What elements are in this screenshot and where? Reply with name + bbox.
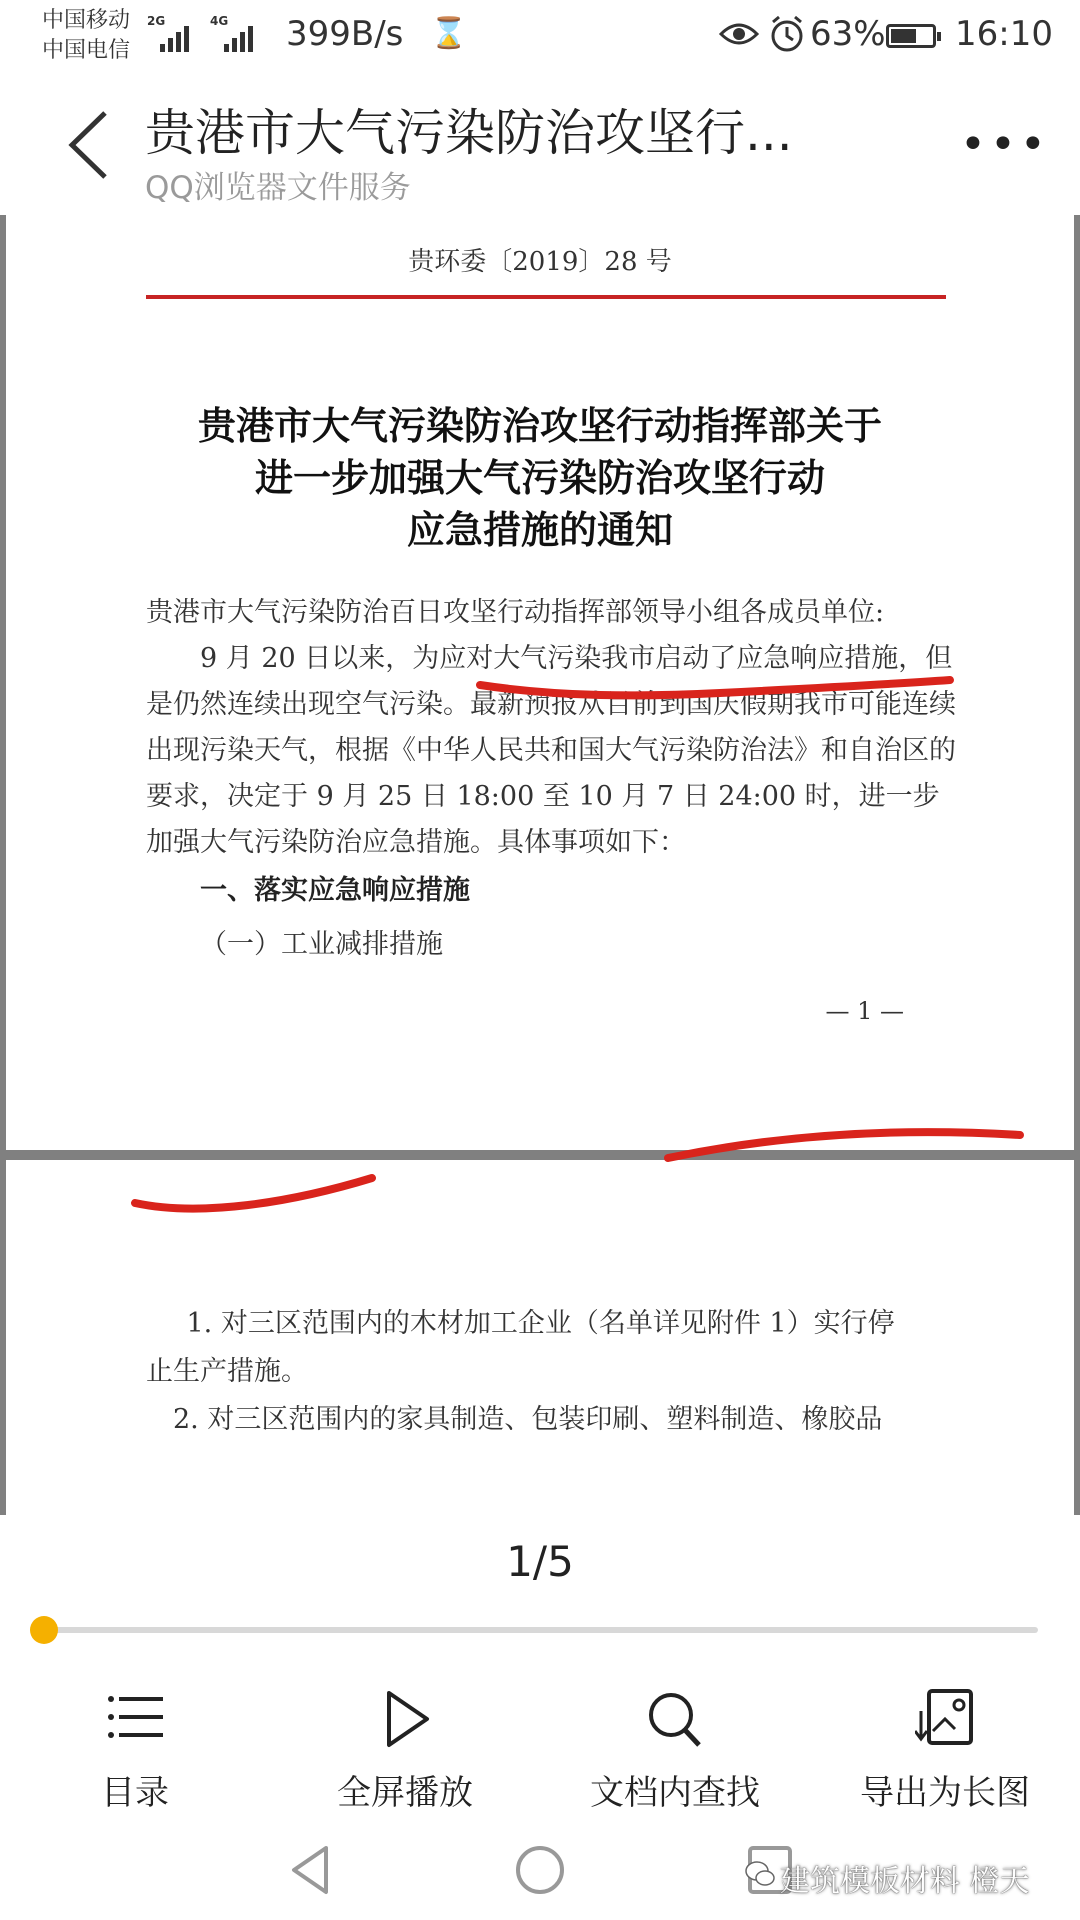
home-circle-icon[interactable]	[514, 1840, 566, 1900]
text-line: 止生产措施。	[146, 1356, 308, 1387]
document-number: 贵环委〔2019〕28 号	[408, 247, 672, 277]
fullscreen-play-label: 全屏播放	[337, 1773, 473, 1813]
alarm-icon	[768, 14, 806, 54]
page-subtitle: QQ浏览器文件服务	[145, 170, 411, 206]
signal-icon	[160, 18, 189, 52]
document-title-line: 应急措施的通知	[406, 507, 673, 552]
section-heading: 一、落实应急响应措施	[200, 875, 470, 906]
document-title	[6, 400, 1074, 556]
page-indicator-bar	[0, 1515, 1080, 1675]
carrier-2: 中国电信	[42, 38, 131, 63]
network-speed: 399B/s	[286, 14, 404, 54]
battery-icon	[886, 24, 936, 48]
network-type-1: 2G	[147, 14, 166, 28]
eye-icon	[718, 16, 760, 52]
export-long-image-label: 导出为长图	[860, 1773, 1030, 1813]
search-icon	[645, 1685, 705, 1755]
system-nav-bar	[0, 1820, 1080, 1920]
document-title-line: 贵港市大气污染防治攻坚行动指挥部关于	[197, 403, 882, 448]
list-icon	[105, 1685, 165, 1755]
battery-percent: 63%	[810, 14, 886, 54]
watermark-text: 建筑模板材料 橙天	[780, 1864, 1030, 1899]
status-bar	[0, 0, 1080, 75]
back-button[interactable]	[60, 105, 120, 185]
wechat-logo-icon	[745, 1860, 775, 1888]
body-paragraph: 9 月 20 日以来，为应对大气污染我市启动了应急响应措施，但是仍然连续出现空气污染。最新预报从目前到国庆假期我市可能连续出现污染天气，根据《中华人民共和国大气污染防治法》和自治区的要求，决定于 9 月 25 日 18:00 至 10 月 7 日 24:00 时，进一步加强大气污染防治应急措施。具体事项如下：	[146, 643, 956, 858]
toc-button[interactable]	[0, 1675, 270, 1820]
clock: 16:10	[955, 14, 1053, 54]
document-title-line: 进一步加强大气污染防治攻坚行动	[254, 455, 825, 500]
chevron-left-icon	[60, 105, 120, 185]
play-icon	[375, 1685, 435, 1755]
page-number: — 1 —	[825, 997, 904, 1025]
addressee: 贵港市大气污染防治百日攻坚行动指挥部领导小组各成员单位:	[146, 597, 885, 628]
back-triangle-icon[interactable]	[286, 1840, 334, 1900]
signal-icon	[224, 18, 253, 52]
toc-label: 目录	[101, 1773, 169, 1813]
sub-heading: （一）工业减排措施	[200, 929, 443, 960]
carrier-info	[42, 6, 130, 66]
bottom-toolbar	[0, 1675, 1080, 1820]
network-type-2: 4G	[210, 14, 229, 28]
export-image-icon	[915, 1685, 975, 1755]
more-menu-button[interactable]: •••	[960, 119, 1050, 170]
page-2-text	[146, 1300, 976, 1444]
text-line: 2. 对三区范围内的家具制造、包装印刷、塑料制造、橡胶品	[173, 1404, 883, 1435]
page-title: 贵港市大气污染防治攻坚行...	[145, 104, 793, 162]
page-slider-track[interactable]	[42, 1627, 1038, 1633]
find-in-document-label: 文档内查找	[590, 1773, 760, 1813]
find-in-document-button[interactable]	[540, 1675, 810, 1820]
document-page-2	[6, 1160, 1074, 1515]
page-slider-knob[interactable]	[30, 1616, 58, 1644]
hourglass-icon: ⌛	[430, 16, 468, 51]
app-header	[0, 75, 1080, 215]
carrier-1: 中国移动	[42, 8, 131, 33]
red-divider	[146, 295, 946, 299]
export-long-image-button[interactable]	[810, 1675, 1080, 1820]
document-page-1	[6, 215, 1074, 1150]
text-line: 1. 对三区范围内的木材加工企业（名单详见附件 1）实行停	[186, 1308, 895, 1339]
page-indicator: 1/5	[506, 1537, 574, 1586]
document-viewer[interactable]	[0, 215, 1080, 1515]
fullscreen-play-button[interactable]	[270, 1675, 540, 1820]
